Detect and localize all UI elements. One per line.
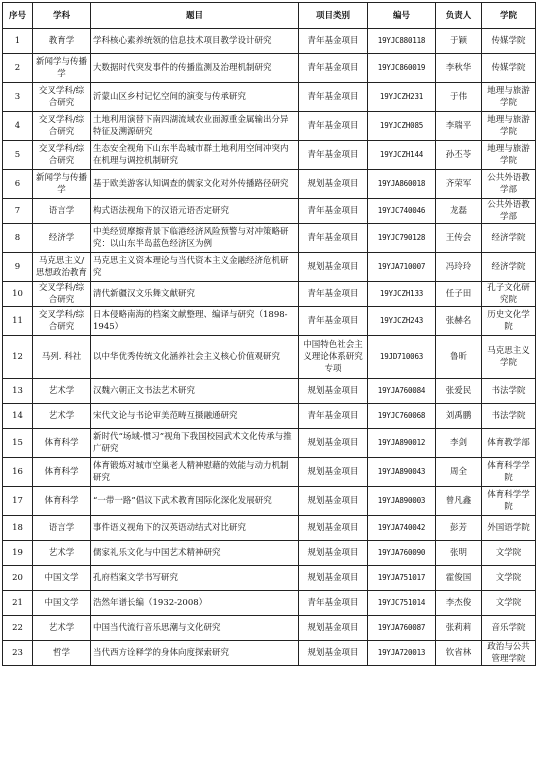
cell-subject: 交叉学科/综合研究 (33, 307, 91, 336)
cell-code: 19JD710063 (368, 336, 436, 379)
table-header-row (3, 3, 536, 29)
cell-no: 19 (3, 541, 33, 566)
cell-subject: 经济学 (33, 224, 91, 253)
cell-subject: 艺术学 (33, 616, 91, 641)
cell-subject: 马列. 科社 (33, 336, 91, 379)
cell-no: 14 (3, 404, 33, 429)
cell-subject: 艺术学 (33, 404, 91, 429)
cell-college: 体育科学学院 (482, 487, 536, 516)
cell-code: 19YJC860019 (368, 54, 436, 83)
cell-no: 15 (3, 429, 33, 458)
cell-leader: 齐荣军 (436, 170, 482, 199)
table-row (3, 641, 536, 666)
table-row (3, 458, 536, 487)
cell-title: 日本侵略南海的档案文献整理、编译与研究（1898-1945） (91, 307, 299, 336)
cell-category: 青年基金项目 (299, 141, 368, 170)
cell-title: 清代新疆汉文乐舞文献研究 (91, 282, 299, 307)
table-row (3, 566, 536, 591)
cell-college: 体育科学学院 (482, 458, 536, 487)
cell-college: 外国语学院 (482, 516, 536, 541)
cell-title: 学科核心素养统领的信息技术项目教学设计研究 (91, 29, 299, 54)
cell-college: 马克思主义学院 (482, 336, 536, 379)
cell-no: 4 (3, 112, 33, 141)
header-cell-code: 编号 (368, 3, 436, 29)
cell-leader: 孙丕苓 (436, 141, 482, 170)
cell-college: 传媒学院 (482, 29, 536, 54)
cell-college: 经济学院 (482, 224, 536, 253)
cell-title: 事件语义视角下的汉英语动结式对比研究 (91, 516, 299, 541)
cell-leader: 曾凡鑫 (436, 487, 482, 516)
cell-category: 青年基金项目 (299, 199, 368, 224)
cell-subject: 交叉学科/综合研究 (33, 112, 91, 141)
cell-leader: 张爱民 (436, 379, 482, 404)
cell-category: 规划基金项目 (299, 566, 368, 591)
table-row (3, 29, 536, 54)
cell-subject: 交叉学科/综合研究 (33, 282, 91, 307)
cell-no: 2 (3, 54, 33, 83)
table-row (3, 591, 536, 616)
table-body (3, 29, 536, 666)
cell-no: 7 (3, 199, 33, 224)
cell-leader: 周全 (436, 458, 482, 487)
table-row (3, 199, 536, 224)
cell-no: 17 (3, 487, 33, 516)
cell-no: 3 (3, 83, 33, 112)
cell-subject: 体育科学 (33, 458, 91, 487)
table-row (3, 224, 536, 253)
cell-category: 规划基金项目 (299, 253, 368, 282)
cell-subject: 语言学 (33, 199, 91, 224)
cell-category: 中国特色社会主义理论体系研究专项 (299, 336, 368, 379)
cell-title: 中国当代流行音乐思潮与文化研究 (91, 616, 299, 641)
cell-code: 19YJCZH085 (368, 112, 436, 141)
table-row (3, 307, 536, 336)
cell-leader: 李秋华 (436, 54, 482, 83)
cell-leader: 钦省林 (436, 641, 482, 666)
cell-subject: 新闻学与传播学 (33, 54, 91, 83)
cell-college: 音乐学院 (482, 616, 536, 641)
cell-code: 19YJC790128 (368, 224, 436, 253)
cell-college: 公共外语教学部 (482, 199, 536, 224)
cell-category: 青年基金项目 (299, 591, 368, 616)
cell-title: 以中华优秀传统文化涵养社会主义核心价值观研究 (91, 336, 299, 379)
cell-title: 儒家礼乐文化与中国艺术精神研究 (91, 541, 299, 566)
header-cell-no: 序号 (3, 3, 33, 29)
cell-subject: 中国文学 (33, 591, 91, 616)
cell-leader: 于颖 (436, 29, 482, 54)
cell-title: “一带一路”倡议下武术教育国际化深化发展研究 (91, 487, 299, 516)
table-row (3, 83, 536, 112)
cell-no: 13 (3, 379, 33, 404)
cell-subject: 马克思主义/思想政治教育 (33, 253, 91, 282)
cell-code: 19YJCZH144 (368, 141, 436, 170)
cell-leader: 任子田 (436, 282, 482, 307)
cell-code: 19YJC740046 (368, 199, 436, 224)
cell-leader: 张明 (436, 541, 482, 566)
table-row (3, 429, 536, 458)
cell-college: 孔子文化研究院 (482, 282, 536, 307)
cell-no: 21 (3, 591, 33, 616)
cell-title: 土地利用演替下南四湖流域农业面源重金属输出分异特征及溯源研究 (91, 112, 299, 141)
cell-title: 中美经贸摩擦背景下临港经济风险预警与对冲策略研究：以山东半岛蓝色经济区为例 (91, 224, 299, 253)
cell-title: 生态安全视角下山东半岛城市群土地利用空间冲突内在机理与调控机制研究 (91, 141, 299, 170)
cell-title: 浩然年谱长编（1932-2008） (91, 591, 299, 616)
cell-title: 马克思主义资本理论与当代资本主义金融经济危机研究 (91, 253, 299, 282)
cell-code: 19YJA890003 (368, 487, 436, 516)
header-cell-subject: 学科 (33, 3, 91, 29)
table-row (3, 541, 536, 566)
cell-leader: 于伟 (436, 83, 482, 112)
table-row (3, 487, 536, 516)
cell-category: 规划基金项目 (299, 487, 368, 516)
table-row (3, 54, 536, 83)
cell-no: 18 (3, 516, 33, 541)
cell-title: 构式语法视角下的汉语元语否定研究 (91, 199, 299, 224)
table-row (3, 516, 536, 541)
cell-college: 书法学院 (482, 379, 536, 404)
table-row (3, 141, 536, 170)
cell-category: 规划基金项目 (299, 170, 368, 199)
cell-code: 19YJA720013 (368, 641, 436, 666)
cell-code: 19YJA890043 (368, 458, 436, 487)
table-row (3, 253, 536, 282)
cell-no: 22 (3, 616, 33, 641)
cell-no: 6 (3, 170, 33, 199)
cell-leader: 李剑 (436, 429, 482, 458)
cell-code: 19YJC751014 (368, 591, 436, 616)
table-row (3, 170, 536, 199)
cell-title: 大数据时代突发事件的传播监测及治理机制研究 (91, 54, 299, 83)
cell-no: 11 (3, 307, 33, 336)
cell-leader: 霍俊国 (436, 566, 482, 591)
cell-subject: 艺术学 (33, 379, 91, 404)
cell-category: 青年基金项目 (299, 29, 368, 54)
cell-college: 文学院 (482, 541, 536, 566)
cell-category: 规划基金项目 (299, 541, 368, 566)
cell-leader: 王传会 (436, 224, 482, 253)
cell-category: 青年基金项目 (299, 307, 368, 336)
cell-subject: 交叉学科/综合研究 (33, 141, 91, 170)
cell-title: 当代西方诠释学的身体向度探索研究 (91, 641, 299, 666)
cell-code: 19YJA890012 (368, 429, 436, 458)
cell-college: 经济学院 (482, 253, 536, 282)
cell-college: 公共外语教学部 (482, 170, 536, 199)
cell-college: 历史文化学院 (482, 307, 536, 336)
table-row (3, 282, 536, 307)
cell-no: 1 (3, 29, 33, 54)
cell-no: 10 (3, 282, 33, 307)
cell-subject: 教育学 (33, 29, 91, 54)
cell-category: 青年基金项目 (299, 83, 368, 112)
cell-leader: 鲁昕 (436, 336, 482, 379)
cell-code: 19YJCZH133 (368, 282, 436, 307)
cell-category: 规划基金项目 (299, 516, 368, 541)
table-row (3, 404, 536, 429)
cell-category: 规划基金项目 (299, 616, 368, 641)
cell-category: 规划基金项目 (299, 379, 368, 404)
cell-subject: 语言学 (33, 516, 91, 541)
cell-title: 汉魏六朝正文书法艺术研究 (91, 379, 299, 404)
cell-category: 规划基金项目 (299, 641, 368, 666)
header-cell-leader: 负责人 (436, 3, 482, 29)
cell-college: 体育教学部 (482, 429, 536, 458)
cell-leader: 李瑞平 (436, 112, 482, 141)
cell-title: 孔府档案文学书写研究 (91, 566, 299, 591)
header-cell-title: 题目 (91, 3, 299, 29)
cell-leader: 张莉莉 (436, 616, 482, 641)
cell-college: 地理与旅游学院 (482, 83, 536, 112)
cell-code: 19YJC880118 (368, 29, 436, 54)
cell-category: 青年基金项目 (299, 112, 368, 141)
table-row (3, 112, 536, 141)
cell-leader: 冯玲玲 (436, 253, 482, 282)
cell-code: 19YJA760090 (368, 541, 436, 566)
cell-category: 青年基金项目 (299, 224, 368, 253)
cell-no: 23 (3, 641, 33, 666)
cell-no: 20 (3, 566, 33, 591)
cell-leader: 李杰俊 (436, 591, 482, 616)
cell-college: 传媒学院 (482, 54, 536, 83)
cell-category: 青年基金项目 (299, 282, 368, 307)
cell-subject: 中国文学 (33, 566, 91, 591)
cell-category: 青年基金项目 (299, 404, 368, 429)
cell-title: 基于欧美游客认知调查的儒家文化对外传播路径研究 (91, 170, 299, 199)
cell-no: 5 (3, 141, 33, 170)
cell-college: 地理与旅游学院 (482, 112, 536, 141)
cell-subject: 新闻学与传播学 (33, 170, 91, 199)
cell-subject: 体育科学 (33, 487, 91, 516)
cell-college: 文学院 (482, 591, 536, 616)
header-cell-college: 学院 (482, 3, 536, 29)
table-row (3, 336, 536, 379)
cell-code: 19YJA860018 (368, 170, 436, 199)
cell-college: 书法学院 (482, 404, 536, 429)
cell-code: 19YJA710007 (368, 253, 436, 282)
cell-title: 新时代“场域-惯习”视角下我国校园武术文化传承与推广研究 (91, 429, 299, 458)
cell-college: 地理与旅游学院 (482, 141, 536, 170)
cell-leader: 张赫名 (436, 307, 482, 336)
cell-no: 8 (3, 224, 33, 253)
cell-title: 体育锻炼对城市空巢老人精神慰藉的效能与动力机制研究 (91, 458, 299, 487)
cell-category: 规划基金项目 (299, 429, 368, 458)
cell-subject: 体育科学 (33, 429, 91, 458)
table-row (3, 616, 536, 641)
cell-leader: 彭芳 (436, 516, 482, 541)
cell-code: 19YJA760087 (368, 616, 436, 641)
cell-subject: 艺术学 (33, 541, 91, 566)
header-cell-category: 项目类别 (299, 3, 368, 29)
cell-college: 政治与公共管理学院 (482, 641, 536, 666)
cell-title: 宋代文论与书论审美范畴互摄融通研究 (91, 404, 299, 429)
cell-code: 19YJA740042 (368, 516, 436, 541)
cell-subject: 交叉学科/综合研究 (33, 83, 91, 112)
cell-category: 青年基金项目 (299, 54, 368, 83)
cell-code: 19YJCZH231 (368, 83, 436, 112)
cell-leader: 刘禹鹏 (436, 404, 482, 429)
cell-code: 19YJA760084 (368, 379, 436, 404)
project-table (2, 2, 536, 666)
cell-college: 文学院 (482, 566, 536, 591)
cell-code: 19YJC760068 (368, 404, 436, 429)
table-row (3, 379, 536, 404)
cell-title: 沂蒙山区乡村记忆空间的演变与传承研究 (91, 83, 299, 112)
cell-no: 16 (3, 458, 33, 487)
cell-subject: 哲学 (33, 641, 91, 666)
cell-category: 规划基金项目 (299, 458, 368, 487)
cell-code: 19YJCZH243 (368, 307, 436, 336)
cell-code: 19YJA751017 (368, 566, 436, 591)
cell-no: 9 (3, 253, 33, 282)
cell-leader: 龙磊 (436, 199, 482, 224)
cell-no: 12 (3, 336, 33, 379)
